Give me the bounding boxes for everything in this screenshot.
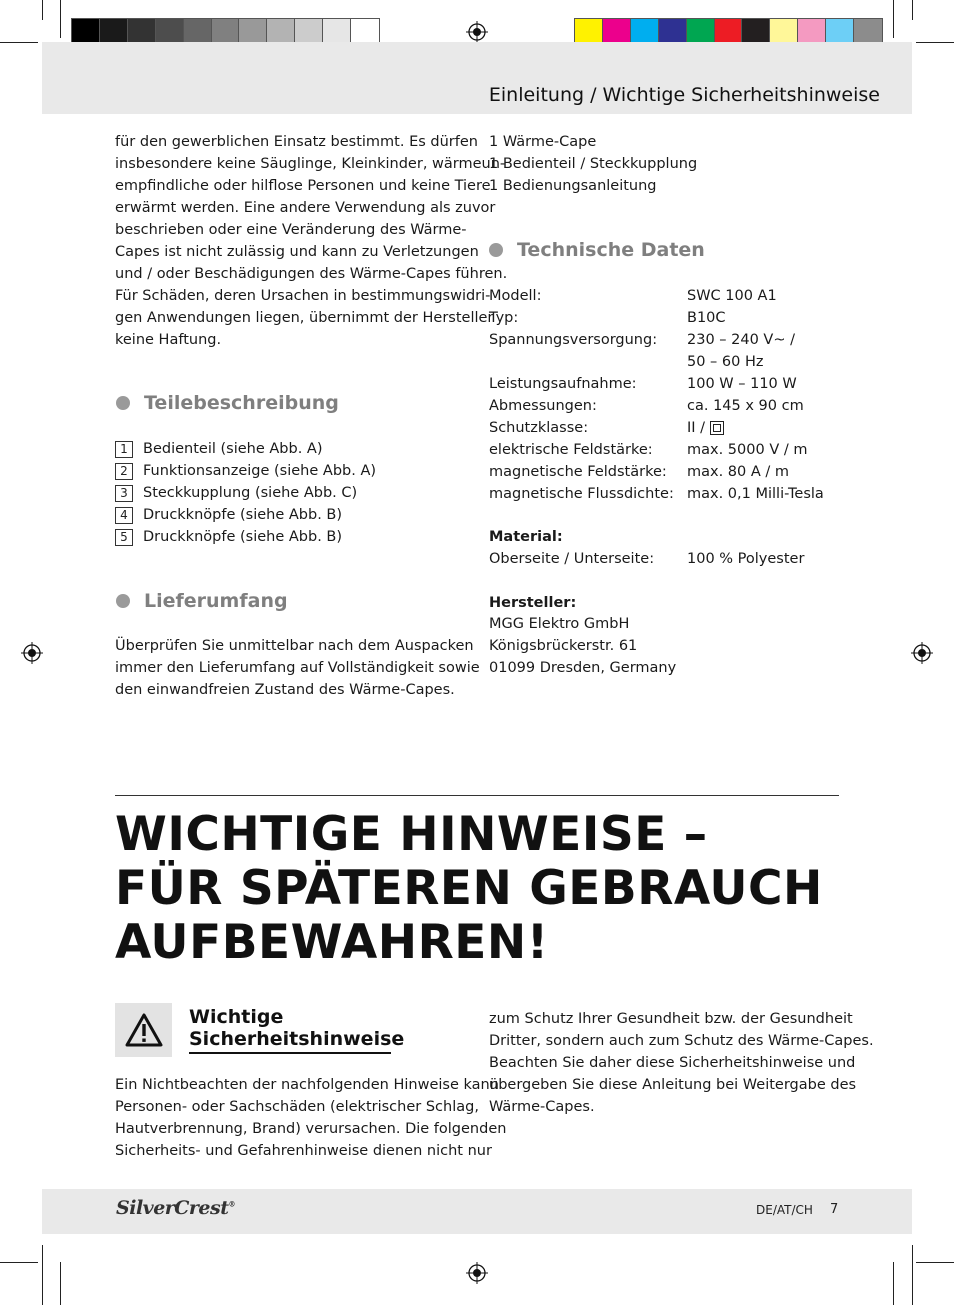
part-item <box>115 460 376 482</box>
spec-label <box>489 351 687 373</box>
crop-mark <box>60 1262 61 1305</box>
registration-mark-icon <box>911 642 933 664</box>
crop-mark <box>916 42 954 43</box>
text-line: zum Schutz Ihrer Gesundheit bzw. der Gesundheit <box>489 1011 853 1027</box>
part-label: Druckknöpfe (siehe Abb. B) <box>143 529 343 545</box>
crop-mark <box>42 1245 43 1305</box>
text-line: Ein Nichtbeachten der nachfolgenden Hinweise kann <box>115 1077 499 1093</box>
text-line: immer den Lieferumfang auf Vollständigkeit sowie <box>115 660 480 676</box>
address-line: MGG Elektro GmbH <box>489 616 630 632</box>
part-number-badge: 4 <box>115 507 133 524</box>
registration-mark-icon <box>466 21 488 43</box>
text-line: und / oder Beschädigungen des Wärme-Capes führen. <box>115 266 508 282</box>
manufacturer-address <box>489 613 841 679</box>
spec-value: 50 – 60 Hz <box>687 354 764 370</box>
section-heading-teilebeschreibung <box>116 392 339 414</box>
part-number-badge: 3 <box>115 485 133 502</box>
section-heading-lieferumfang <box>116 590 288 612</box>
lieferumfang-paragraph <box>115 635 480 701</box>
spec-row <box>489 461 841 483</box>
spec-value: 100 % Polyester <box>687 551 805 567</box>
part-label: Steckkupplung (siehe Abb. C) <box>143 485 358 501</box>
spec-label: magnetische Flussdichte: <box>489 486 674 502</box>
section-title: Lieferumfang <box>144 590 288 612</box>
spec-value: ca. 145 x 90 cm <box>687 398 804 414</box>
text-line: Wärme-Capes. <box>489 1099 595 1115</box>
crop-mark <box>42 0 43 20</box>
spec-value: 230 – 240 V~ / <box>687 332 795 348</box>
address-line: 01099 Dresden, Germany <box>489 660 677 676</box>
spec-row <box>489 285 841 307</box>
part-item <box>115 438 376 460</box>
safety-title-line: Sicherheitshinweise <box>189 1028 405 1050</box>
page-header-title: Einleitung / Wichtige Sicherheitshinweise <box>488 84 880 106</box>
spec-row <box>489 395 841 417</box>
spec-value: max. 5000 V / m <box>687 442 808 458</box>
crop-mark <box>0 42 38 43</box>
spec-label: Typ: <box>489 310 519 326</box>
silvercrest-logo: SilverCrest® <box>116 1197 235 1219</box>
text-line: den einwandfreien Zustand des Wärme-Capes. <box>115 682 455 698</box>
footer-language: DE/AT/CH <box>756 1203 813 1217</box>
text-line: beschrieben oder eine Veränderung des Wärme- <box>115 222 467 238</box>
text-line: Personen- oder Sachschäden (elektrischer Schlag, <box>115 1099 479 1115</box>
text-line: insbesondere keine Säuglinge, Kleinkinder, wärmeun- <box>115 156 506 172</box>
spec-label: magnetische Feldstärke: <box>489 464 667 480</box>
spec-label: Leistungsaufnahme: <box>489 376 637 392</box>
part-label: Bedienteil (siehe Abb. A) <box>143 441 323 457</box>
delivery-item: 1 Bedienungsanleitung <box>489 178 657 194</box>
part-number-badge: 5 <box>115 529 133 546</box>
part-item <box>115 504 376 526</box>
main-heading <box>115 808 823 970</box>
part-item <box>115 526 376 548</box>
hersteller-heading: Hersteller: <box>489 595 577 611</box>
part-item <box>115 482 376 504</box>
text-line: Hautverbrennung, Brand) verursachen. Die folgenden <box>115 1121 507 1137</box>
part-number-badge: 1 <box>115 441 133 458</box>
main-heading-line: FÜR SPÄTEREN GEBRAUCH <box>115 861 823 916</box>
crop-mark <box>893 1262 894 1305</box>
text-line: empfindliche oder hilflose Personen und keine Tiere <box>115 178 491 194</box>
crop-mark <box>60 0 61 38</box>
delivery-item: 1 Bedienteil / Steckkupplung <box>489 156 698 172</box>
technical-data-table <box>489 285 841 505</box>
spec-label: Abmessungen: <box>489 398 597 414</box>
warning-triangle-icon <box>125 1013 163 1047</box>
registration-mark-icon <box>466 1262 488 1284</box>
part-number-badge: 2 <box>115 463 133 480</box>
warning-box <box>115 1003 172 1057</box>
crop-mark <box>912 1245 913 1305</box>
logo-text: SilverCrest <box>116 1197 229 1219</box>
text-line: erwärmt werden. Eine andere Verwendung als zuvor <box>115 200 496 216</box>
spec-label: Oberseite / Unterseite: <box>489 551 655 567</box>
main-heading-line: WICHTIGE HINWEISE – <box>115 807 708 862</box>
safety-title-line: Wichtige <box>189 1006 284 1028</box>
text-line: gen Anwendungen liegen, übernimmt der Hersteller <box>115 310 494 326</box>
text-line: keine Haftung. <box>115 332 222 348</box>
spec-row <box>489 307 841 329</box>
spec-row <box>489 351 841 373</box>
spec-label: Modell: <box>489 288 542 304</box>
text-line: übergeben Sie diese Anleitung bei Weitergabe des <box>489 1077 857 1093</box>
spec-value: SWC 100 A1 <box>687 288 777 304</box>
crop-mark <box>0 1262 38 1263</box>
spec-value: II / <box>687 420 706 436</box>
section-divider <box>115 795 839 796</box>
delivery-item: 1 Wärme-Cape <box>489 134 597 150</box>
text-line: Sicherheits- und Gefahrenhinweise dienen nicht nur <box>115 1143 492 1159</box>
crop-mark <box>916 1262 954 1263</box>
spec-label: elektrische Feldstärke: <box>489 442 653 458</box>
delivery-contents-list <box>489 131 841 197</box>
spec-value: 100 W – 110 W <box>687 376 797 392</box>
section-title: Technische Daten <box>517 239 705 261</box>
safety-paragraph-left <box>115 1074 507 1162</box>
material-row <box>489 548 841 570</box>
text-line: Beachten Sie daher diese Sicherheitshinweise und <box>489 1055 856 1071</box>
registration-mark-icon <box>21 642 43 664</box>
section-title: Teilebeschreibung <box>144 392 339 414</box>
spec-row <box>489 439 841 461</box>
protection-class-icon <box>710 421 724 435</box>
part-label: Funktionsanzeige (siehe Abb. A) <box>143 463 377 479</box>
safety-title <box>189 1006 404 1050</box>
parts-list <box>115 438 376 548</box>
text-line: Für Schäden, deren Ursachen in bestimmungswidri- <box>115 288 491 304</box>
spec-row <box>489 373 841 395</box>
bullet-icon <box>116 594 130 608</box>
spec-row <box>489 329 841 351</box>
address-line: Königsbrückerstr. 61 <box>489 638 638 654</box>
safety-paragraph-right <box>489 1008 874 1118</box>
crop-mark <box>912 0 913 20</box>
text-line: Dritter, sondern auch zum Schutz des Wärme-Capes. <box>489 1033 874 1049</box>
spec-row <box>489 417 841 439</box>
main-heading-line: AUFBEWAHREN! <box>115 915 549 970</box>
spec-value: max. 0,1 Milli-Tesla <box>687 486 824 502</box>
text-line: Überprüfen Sie unmittelbar nach dem Auspacken <box>115 638 474 654</box>
crop-mark <box>893 0 894 38</box>
spec-row <box>489 483 841 505</box>
page-number: 7 <box>830 1202 839 1217</box>
safety-title-underline <box>189 1052 391 1054</box>
text-line: für den gewerblichen Einsatz bestimmt. Es dürfen <box>115 134 478 150</box>
bullet-icon <box>116 396 130 410</box>
spec-label: Spannungsversorgung: <box>489 332 658 348</box>
material-heading: Material: <box>489 529 563 545</box>
text-line: Capes ist nicht zulässig und kann zu Verletzungen <box>115 244 479 260</box>
spec-value: B10C <box>687 310 726 326</box>
part-label: Druckknöpfe (siehe Abb. B) <box>143 507 343 523</box>
bullet-icon <box>489 243 503 257</box>
spec-value: max. 80 A / m <box>687 464 790 480</box>
spec-label: Schutzklasse: <box>489 420 589 436</box>
section-heading-technische-daten <box>489 239 705 261</box>
